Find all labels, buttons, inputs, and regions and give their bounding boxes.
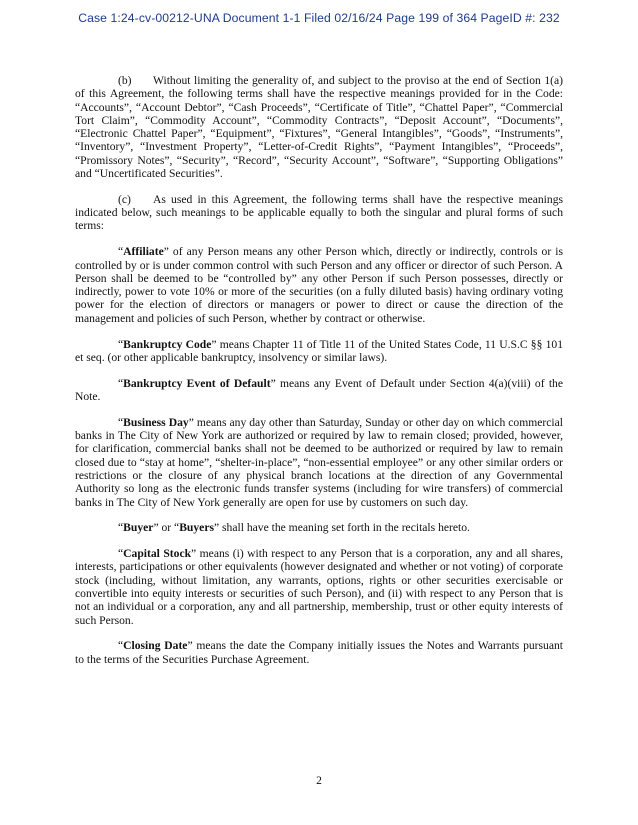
definition-affiliate: “Affiliate” of any Person means any other Person which, directly or indirectly, controls or is controlled by or is under common control with such Person and any officer or director of such Person. A Person shall be deemed to be “controlled by” any other Person if such Person possesses, directly or indirectly, power to vote 10% or more of the securities (on a fully diluted basis) having ordinary voting power for the election of directors or managers or power to direct or cause the direction of the management and policies of such Person, whether by contract or otherwise. (75, 245, 563, 325)
definition-bankruptcy-event-of-default-text: means any Event of Default under Section 4(a)(viii) of the Note. (75, 376, 563, 403)
definition-affiliate-text: of any Person means any other Person which, directly or indirectly, controls or is controlled by or is under common control with such Person and any officer or director of such Person. A Person shall be deemed to be “controlled by” any other Person if such Person possesses, directly or indirectly, power to vote 10% or more of the securities (on a fully diluted basis) having ordinary voting power for the election of directors or managers or power to direct or cause the direction of the management and policies of such Person, whether by contract or otherwise. (75, 245, 563, 325)
definition-buyer-connector: or “ (158, 521, 180, 535)
term-closing-date: Closing Date (123, 639, 188, 653)
paragraph-b-text: Without limiting the generality of, and subject to the proviso at the end of Section 1(a) of this Agreement, the following terms shall have the respective meanings provided for in the Code: “Accounts”, “Account Debtor”, “Cash Proceeds”, “Certificate of Title”, “Chattel Paper”, “Commercial Tort Claim”, “Commodity Account”, “Commodity Contracts”, “Deposit Account”, “Documents”, “Electronic Chattel Paper”, “Equipment”, “Fixtures”, “General Intangibles”, “Goods”, “Instruments”, “Inventory”, “Investment Property”, “Letter-of-Credit Rights”, “Payment Intangibles”, “Proceeds”, “Promissory Notes”, “Security”, “Record”, “Security Account”, “Software”, “Supporting Obligations” and “Uncertificated Securities”. (75, 74, 563, 181)
definition-closing-date: “Closing Date” means the date the Company initially issues the Notes and Warrants pursuant to the terms of the Securities Purchase Agreement. (75, 639, 563, 666)
document-body (75, 74, 563, 678)
paragraph-b (75, 74, 563, 180)
term-affiliate: Affiliate (123, 245, 164, 259)
definition-business-day-text: means any day other than Saturday, Sunday or other day on which commercial banks in The City of New York are authorized or required by law to remain closed; provided, however, for clarification, commercial banks shall not be deemed to be authorized or required by law to remain closed due to “stay at home”, “shelter-in-place”, “non-essential employee” or any other similar orders or restrictions or the closure of any physical branch locations at the direction of any Governmental Authority so long as the electronic funds transfer systems (including for wire transfers) of commercial banks in The City of New York generally are open for use by customers on such day. (75, 415, 563, 509)
paragraph-c (75, 193, 563, 233)
term-bankruptcy-code: Bankruptcy Code (123, 337, 212, 351)
paragraph-b-label: (b) (118, 74, 132, 87)
term-business-day: Business Day (123, 415, 189, 429)
definition-capital-stock-text: means (i) with respect to any Person that is a corporation, any and all shares, interests, participations or other equivalents (however designated and whether or not voting) of corporate stock (including, without limitation, any warrants, options, rights or other securities exercisable or convertible into equity interests or securities of such Person), and (ii) with respect to any Person that is not an individual or a corporation, any and all partnership, membership, trust or other equity interests of such Person. (75, 547, 563, 627)
definition-buyer-text: shall have the meaning set forth in the recitals hereto. (219, 521, 470, 535)
definition-capital-stock: “Capital Stock” means (i) with respect to any Person that is a corporation, any and all shares, interests, participations or other equivalents (however designated and whether or not voting) of corporate stock (including, without limitation, any warrants, options, rights or other securities exercisable or convertible into equity interests or securities of such Person), and (ii) with respect to any Person that is not an individual or a corporation, any and all partnership, membership, trust or other equity interests of such Person. (75, 547, 563, 627)
definition-bankruptcy-code: “Bankruptcy Code” means Chapter 11 of Title 11 of the United States Code, 11 U.S.C §§ 101 et seq. (or other applicable bankruptcy, insolvency or similar laws). (75, 337, 563, 364)
term-bankruptcy-event-of-default: Bankruptcy Event of Default (123, 376, 271, 390)
definition-bankruptcy-event-of-default: “Bankruptcy Event of Default” means any Event of Default under Section 4(a)(viii) of the Note. (75, 376, 563, 403)
definition-bankruptcy-code-text: means Chapter 11 of Title 11 of the United States Code, 11 U.S.C §§ 101 et seq. (or other applicable bankruptcy, insolvency or similar laws). (75, 337, 563, 364)
term-capital-stock: Capital Stock (123, 547, 192, 561)
definition-buyer: “Buyer” or “Buyers” shall have the meaning set forth in the recitals hereto. (118, 521, 470, 535)
case-header: Case 1:24-cv-00212-UNA Document 1-1 Filed 02/16/24 Page 199 of 364 PageID #: 232 (78, 11, 560, 25)
term-buyers: Buyers (179, 521, 214, 535)
paragraph-c-text: As used in this Agreement, the following terms shall have the respective meanings indicated below, such meanings to be applicable equally to both the singular and plural forms of such terms: (75, 192, 563, 233)
definition-business-day: “Business Day” means any day other than Saturday, Sunday or other day on which commercial banks in The City of New York are authorized or required by law to remain closed; provided, however, for clarification, commercial banks shall not be deemed to be authorized or required by law to remain closed due to “stay at home”, “shelter-in-place”, “non-essential employee” or any other similar orders or restrictions or the closure of any physical branch locations at the direction of any Governmental Authority so long as the electronic funds transfer systems (including for wire transfers) of commercial banks in The City of New York generally are open for use by customers on such day. (75, 415, 563, 509)
paragraph-c-label: (c) (118, 192, 131, 206)
term-buyer: Buyer (123, 521, 154, 535)
page-number: 2 (316, 774, 322, 787)
definition-closing-date-text: means the date the Company initially issues the Notes and Warrants pursuant to the terms of the Securities Purchase Agreement. (75, 639, 563, 666)
